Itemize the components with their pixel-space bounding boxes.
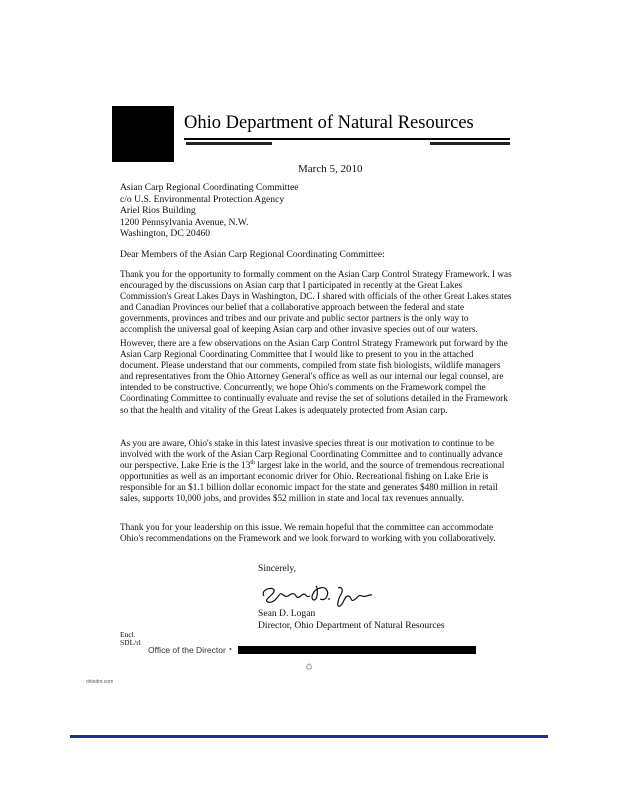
address-line: Asian Carp Regional Coordinating Committee xyxy=(120,182,299,193)
header-redacted-address-right xyxy=(430,142,510,145)
closing: Sincerely, xyxy=(258,563,297,574)
body-paragraph xyxy=(120,438,512,505)
paragraph-text: As you are aware, Ohio's stake in this latest invasive species threat is our motivation to continue to be involved with the work of the Asian Carp Regional Coordinating Committee and to continually advance our perspective. Lake Erie is the 13 xyxy=(120,438,503,471)
recipient-address xyxy=(120,182,299,240)
agency-logo-redacted xyxy=(112,106,174,162)
enclosure-notation xyxy=(120,631,141,647)
body-paragraph: However, there are a few observations on the Asian Carp Control Strategy Framework put forward by the Asian Carp Regional Coordinating Committee that I would like to present to you in the attached document. Please understand that our comments, compiled from state fish biologists, wildlife managers and representatives from the Ohio Attorney General's office as well as our internal our legal counsel, are intended to be constructive. Concurrently, we hope Ohio's comments on the Framework compel the Coordinating Committee to continually evaluate and revise the set of solutions detailed in the Framework so that the health and vitality of the Great Lakes is adequately protected from Asian carp. xyxy=(120,338,508,415)
footer-redacted-address xyxy=(238,646,476,654)
recycle-icon: ♻ xyxy=(305,662,314,672)
letter-date: March 5, 2010 xyxy=(298,163,363,175)
address-line: Ariel Rios Building xyxy=(120,205,196,217)
address-line: c/o U.S. Environmental Protection Agency xyxy=(120,193,285,205)
footer-website: ohiodnr.com xyxy=(86,679,114,685)
body-paragraph: Thank you for your leadership on this issue. We remain hopeful that the committee can accommodate Ohio's recommendations on the Framework and we look forward to working with you collaboratively. xyxy=(120,522,496,544)
ordinal-suffix: th xyxy=(250,460,256,467)
page-bottom-rule xyxy=(70,735,548,738)
signer-title: Director, Ohio Department of Natural Resources xyxy=(258,620,445,631)
address-line: Washington, DC 20460 xyxy=(120,228,211,240)
footer-office: Office of the Director xyxy=(148,645,226,655)
handwritten-signature xyxy=(258,578,378,610)
salutation: Dear Members of the Asian Carp Regional Coordinating Committee: xyxy=(120,249,385,260)
header-redacted-address-left xyxy=(186,142,272,145)
header-divider xyxy=(184,138,510,140)
address-line: 1200 Pennsylvania Avenue, N.W. xyxy=(120,216,249,228)
signer-name: Sean D. Logan xyxy=(258,608,316,619)
footer-bullet: • xyxy=(229,645,232,654)
agency-name: Ohio Department of Natural Resources xyxy=(184,113,474,133)
typist-initials: SDL/rl xyxy=(120,638,141,647)
body-paragraph: Thank you for the opportunity to formally comment on the Asian Carp Control Strategy Framework. I was encouraged by the discussions on Asian carp that I participated in recently at the Great Lakes Commission's Great Lakes Days in Washington, DC. I shared with officials of the other Great Lakes states and Canadian Provinces our belief that a collaborative approach between the federal and state governments, provinces and tribes and our private and public sector partners is the only way to accomplish the universal goal of keeping Asian carp and other invasive species out of our waters. xyxy=(120,269,512,335)
enclosure-label: Encl. xyxy=(120,630,136,639)
paragraph-text: largest lake in the world, and the source of tremendous recreational opportunities as well as an important economic driver for Ohio. Recreational fishing on Lake Erie is responsible for an $1.1 billion dollar economic impact for the state and generates $480 million in retail sales, supports 10,000 jobs, and provides $52 million in state and local tax revenues annually. xyxy=(120,460,505,504)
